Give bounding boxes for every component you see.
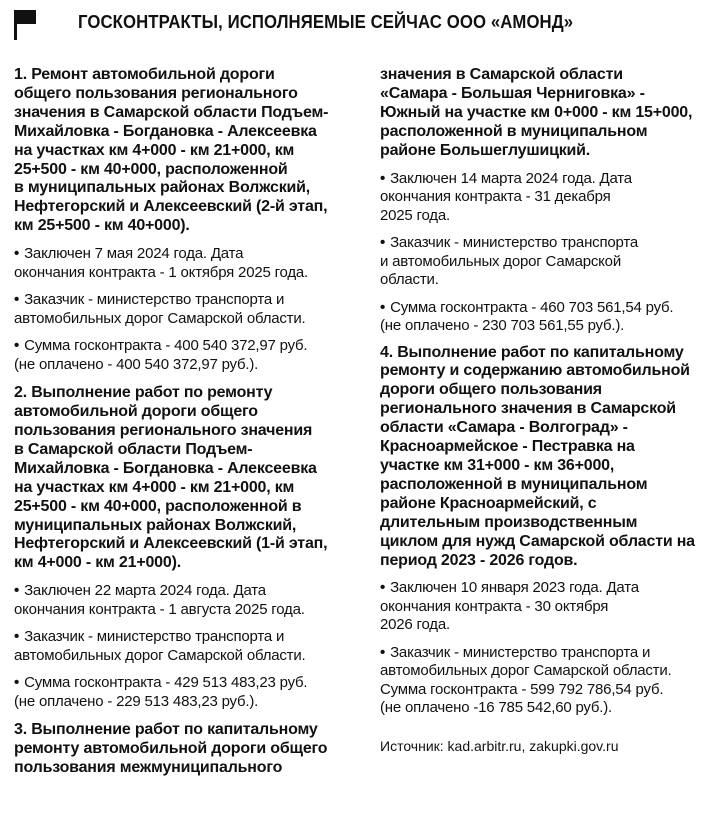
flag-icon	[14, 10, 36, 40]
source-note: Источник: kad.arbitr.ru, zakupki.gov.ru	[380, 737, 619, 754]
contract-3-amount: • Сумма госконтракта - 460 703 561,54 руб. (не оплачено - 230 703 561,55 руб.).	[380, 298, 674, 335]
contract-2-title: 2. Выполнение работ по ремонту автомобильной дороги общего пользования регионального значения в Самарской области Подъем- Михайловка - Богдановка - Алексеевка на участках км 4+000 - км 21+000, км 25+500 - км 40+000, расположенной в муниципальных районах Волжский, Нефтегорский и Алексеевский (1-й этап, км 4+000 - км 21+000).	[14, 384, 328, 572]
contract-1-amount: • Сумма госконтракта - 400 540 372,97 руб. (не оплачено - 400 540 372,97 руб.).	[14, 337, 308, 373]
contract-3-title-start: 3. Выполнение работ по капитальному ремонту автомобильной дороги общего пользования межмуниципального	[14, 721, 328, 777]
contract-3-title-end: значения в Самарской области «Самара - Большая Черниговка» - Южный на участке км 0+000 - км 15+000, расположенной в муниципальном районе Большеглушицкий.	[380, 66, 693, 159]
contract-4-date: • Заключен 10 января 2023 года. Дата окончания контракта - 30 октября 2026 года.	[380, 579, 639, 634]
contract-3-customer: • Заказчик - министерство транспорта и автомобильных дорог Самарской области.	[380, 234, 638, 289]
contract-3-date: • Заключен 14 марта 2024 года. Дата окончания контракта - 31 декабря 2025 года.	[380, 169, 632, 224]
contract-4-customer-amount: • Заказчик - министерство транспорта и автомобильных дорог Самарской области. Сумма госконтракта - 599 792 786,54 руб. (не оплачено -16 785 542,60 руб.).	[380, 643, 672, 717]
contract-1-date: • Заключен 7 мая 2024 года. Дата окончания контракта - 1 октября 2025 года.	[14, 245, 309, 281]
contract-2-amount: • Сумма госконтракта - 429 513 483,23 руб. (не оплачено - 229 513 483,23 руб.).	[14, 674, 308, 710]
contract-4-title: 4. Выполнение работ по капитальному ремонту и содержанию автомобильной дороги общего пользования регионального значения в Самарской области «Самара - Волгоград» - Красноармейское - Пестравка на участке км 31+000 - км 36+000, расположенной в муниципальном районе Красноармейский, с длительным производственным циклом для нужд Самарской области на период 2023 - 2026 годов.	[380, 343, 695, 569]
right-column	[380, 66, 715, 754]
contract-1-customer: • Заказчик - министерство транспорта и автомобильных дорог Самарской области.	[14, 291, 306, 327]
page-title: ГОСКОНТРАКТЫ, ИСПОЛНЯЕМЫЕ СЕЙЧАС ООО «АМОНД»	[78, 12, 574, 32]
left-column	[14, 66, 362, 778]
contract-2-customer: • Заказчик - министерство транспорта и автомобильных дорог Самарской области.	[14, 628, 306, 664]
contract-2-date: • Заключен 22 марта 2024 года. Дата окончания контракта - 1 августа 2025 года.	[14, 582, 305, 618]
contract-1-title: 1. Ремонт автомобильной дороги общего пользования регионального значения в Самарской области Подъем- Михайловка - Богдановка - Алексеевка на участках км 4+000 - км 21+000, км 25+500 - км 40+000, расположенной в муниципальных районах Волжский, Нефтегорский и Алексеевский (2-й этап, км 25+500 - км 40+000).	[14, 66, 329, 235]
header	[14, 6, 714, 42]
